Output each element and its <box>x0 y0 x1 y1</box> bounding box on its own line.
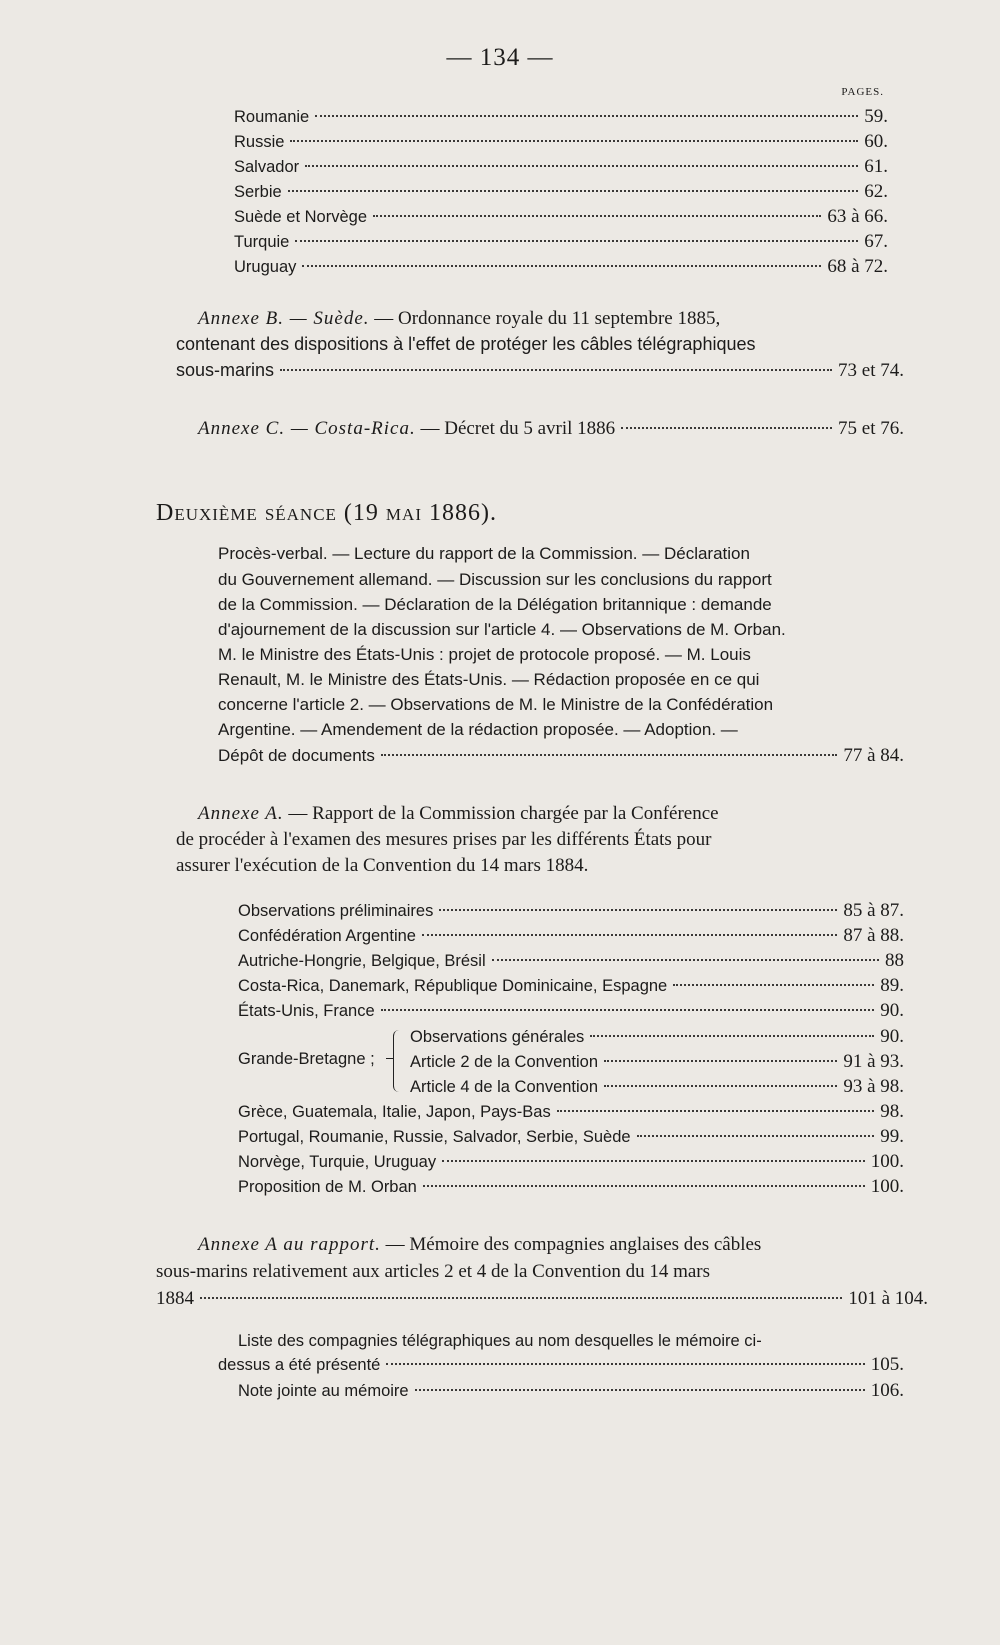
list-item: Proposition de M. Orban 100. <box>238 1176 904 1197</box>
seance-summary-line: du Gouvernement allemand. — Discussion sur les conclusions du rapport <box>218 570 772 589</box>
list-item: Roumanie 59. <box>234 106 888 127</box>
annexe-a-line3: assurer l'exécution de la Convention du 14 mars 1884. <box>176 855 589 876</box>
seance-last-line: Dépôt de documents 77 à 84. <box>218 745 904 766</box>
annexe-a-rapport-heading: Annexe A au rapport. — Mémoire des compagnies anglaises des câbles <box>198 1234 762 1255</box>
list-item: Salvador 61. <box>234 156 888 177</box>
list-item: Turquie 67. <box>234 231 888 252</box>
seance-summary-line: d'ajournement de la discussion sur l'article 4. — Observations de M. Orban. <box>218 620 786 639</box>
pages-column-header: PAGES. <box>841 86 884 98</box>
list-item: dessus a été présenté 105. <box>218 1354 904 1375</box>
seance-summary: Procès-verbal. — Lecture du rapport de la Commission. — Déclaration <box>218 544 750 563</box>
list-item: Portugal, Roumanie, Russie, Salvador, Serbie, Suède 99. <box>238 1126 904 1147</box>
gb-label: Grande-Bretagne ; <box>238 1050 375 1068</box>
seance-summary-line: M. le Ministre des États-Unis : projet de protocole proposé. — M. Louis <box>218 645 751 664</box>
list-item: Note jointe au mémoire 106. <box>238 1380 904 1401</box>
seance-heading: Deuxième séance (19 mai 1886). <box>156 500 497 526</box>
list-item: Costa-Rica, Danemark, République Dominicaine, Espagne 89. <box>238 975 904 996</box>
annexe-a-rapport-line2: sous-marins relativement aux articles 2 et 4 de la Convention du 14 mars <box>156 1261 711 1282</box>
annexe-c: Annexe C. — Costa-Rica. — Décret du 5 avril 1886 75 et 76. <box>198 418 904 439</box>
seance-summary-line: concerne l'article 2. — Observations de M. le Ministre de la Confédération <box>218 695 774 714</box>
page-number: — 134 — <box>446 44 554 71</box>
seance-summary-line: de la Commission. — Déclaration de la Délégation britannique : demande <box>218 595 772 614</box>
list-item: Uruguay 68 à 72. <box>234 256 888 277</box>
annexe-a-heading: Annexe A. — Rapport de la Commission chargée par la Conférence <box>198 803 719 824</box>
list-item: Serbie 62. <box>234 181 888 202</box>
annexe-b-line3: sous-marins 73 et 74. <box>176 360 904 381</box>
annexe-a-line2: de procéder à l'examen des mesures prises par les différents États pour <box>176 829 712 850</box>
list-item: Autriche-Hongrie, Belgique, Brésil 88 <box>238 950 904 971</box>
list-item: Grèce, Guatemala, Italie, Japon, Pays-Bas 98. <box>238 1101 904 1122</box>
annexe-b-heading: Annexe B. — Suède. — Ordonnance royale du 11 septembre 1885, <box>198 308 721 329</box>
list-item: Observations préliminaires 85 à 87. <box>238 900 904 921</box>
list-item: Observations générales 90. <box>410 1026 904 1047</box>
list-item: Suède et Norvège 63 à 66. <box>234 206 888 227</box>
brace <box>393 1030 402 1092</box>
list-item: Russie 60. <box>234 131 888 152</box>
annexe-a-rapport-line3: 1884 101 à 104. <box>156 1288 928 1309</box>
seance-summary-line: Argentine. — Amendement de la rédaction proposée. — Adoption. — <box>218 720 738 739</box>
list-item: Article 2 de la Convention 91 à 93. <box>410 1051 904 1072</box>
list-item-line1: Liste des compagnies télégraphiques au nom desquelles le mémoire ci- <box>238 1332 762 1350</box>
list-item: Article 4 de la Convention 93 à 98. <box>410 1076 904 1097</box>
list-item: États-Unis, France 90. <box>238 1000 904 1021</box>
annexe-b-line2: contenant des dispositions à l'effet de protéger les câbles télégraphiques <box>176 334 756 354</box>
list-item: Confédération Argentine 87 à 88. <box>238 925 904 946</box>
seance-summary-line: Renault, M. le Ministre des États-Unis. — Rédaction proposée en ce qui <box>218 670 760 689</box>
list-item: Norvège, Turquie, Uruguay 100. <box>238 1151 904 1172</box>
